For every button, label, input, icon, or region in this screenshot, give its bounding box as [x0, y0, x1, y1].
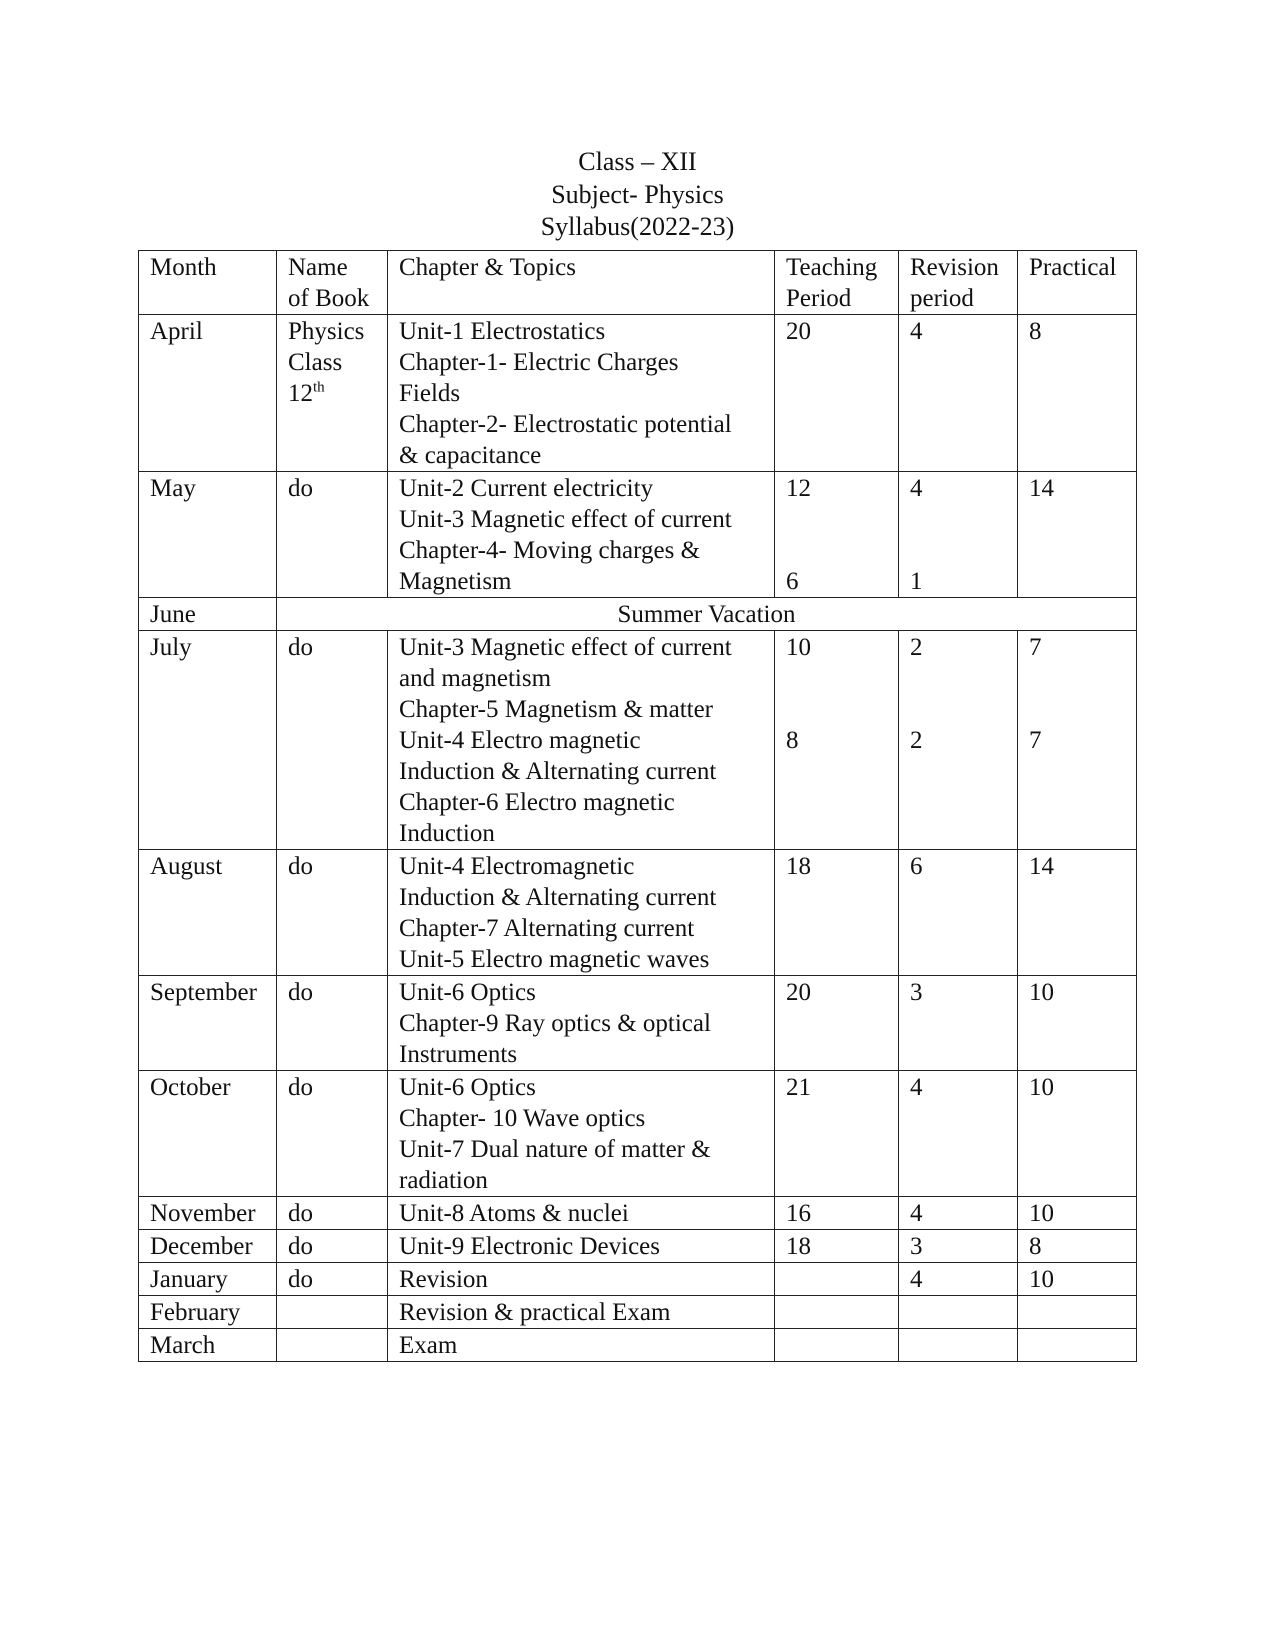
month-cell: October — [139, 1071, 277, 1197]
header-name-of-book — [277, 251, 388, 315]
cell-line: Unit-5 Electro magnetic waves — [399, 946, 710, 973]
subject-title: Subject- Physics — [551, 179, 724, 209]
topics-cell — [388, 1071, 775, 1197]
book-cell: do — [277, 1197, 388, 1230]
syllabus-table — [138, 250, 1137, 1362]
cell-line: Unit-3 Magnetic effect of current — [399, 634, 732, 661]
cell-line: 21 — [786, 1074, 811, 1101]
cell-line: Chapter-9 Ray optics & optical — [399, 1010, 711, 1037]
revision-cell — [899, 631, 1018, 850]
table-row — [139, 1263, 1137, 1296]
header-practical — [1018, 251, 1137, 315]
cell-line: Exam — [399, 1332, 458, 1359]
cell-line: Chapter-4- Moving charges & — [399, 537, 701, 564]
cell-line: 4 — [910, 1200, 923, 1227]
cell-line: 4 — [910, 1266, 923, 1293]
cell-line: 18 — [786, 1233, 811, 1260]
cell-line: Unit-6 Optics — [399, 1074, 536, 1101]
cell-line: Unit-6 Optics — [399, 979, 536, 1006]
table-row — [139, 850, 1137, 976]
cell-line: Instruments — [399, 1041, 518, 1068]
cell-line: 4 — [910, 1074, 923, 1101]
topics-cell — [388, 472, 775, 598]
cell-line: Unit-3 Magnetic effect of current — [399, 506, 732, 533]
month-cell: May — [139, 472, 277, 598]
cell-line: period — [910, 285, 974, 312]
cell-line: Unit-4 Electromagnetic — [399, 853, 635, 880]
topics-cell — [388, 850, 775, 976]
table-row — [139, 472, 1137, 598]
syllabus-title: Syllabus(2022-23) — [540, 212, 735, 241]
cell-line — [910, 504, 1012, 535]
cell-line: 10 — [786, 634, 811, 661]
topics-cell — [388, 631, 775, 850]
cell-line: Unit-8 Atoms & nuclei — [399, 1200, 629, 1227]
revision-cell — [899, 850, 1018, 976]
cell-line: 20 — [786, 979, 811, 1006]
revision-cell — [899, 1197, 1018, 1230]
book-cell: do — [277, 850, 388, 976]
month-cell: December — [139, 1230, 277, 1263]
cell-line: and magnetism — [399, 665, 552, 692]
book-cell: do — [277, 1263, 388, 1296]
cell-line: Period — [786, 285, 852, 312]
cell-line: 3 — [910, 979, 923, 1006]
month-cell: April — [139, 315, 277, 472]
practical-cell — [1018, 472, 1137, 598]
month-cell: September — [139, 976, 277, 1071]
cell-line — [910, 694, 1012, 725]
table-row — [139, 631, 1137, 850]
practical-cell — [1018, 631, 1137, 850]
practical-cell — [1018, 850, 1137, 976]
revision-cell — [899, 1329, 1018, 1362]
cell-line: Unit-2 Current electricity — [399, 475, 654, 502]
teaching-cell — [775, 1071, 899, 1197]
teaching-cell — [775, 631, 899, 850]
cell-line: 10 — [1029, 1266, 1054, 1293]
practical-cell — [1018, 1329, 1137, 1362]
cell-line: 10 — [1029, 979, 1054, 1006]
month-cell: June — [139, 598, 277, 631]
month-cell: March — [139, 1329, 277, 1362]
cell-line: Induction — [399, 820, 495, 847]
table-row — [139, 976, 1137, 1071]
practical-cell — [1018, 1071, 1137, 1197]
practical-cell — [1018, 315, 1137, 472]
cell-line: Revision — [910, 254, 999, 281]
header-revision-period — [899, 251, 1018, 315]
cell-line: Induction & Alternating current — [399, 884, 717, 911]
practical-cell — [1018, 1230, 1137, 1263]
practical-cell — [1018, 1263, 1137, 1296]
revision-cell — [899, 472, 1018, 598]
month-cell: July — [139, 631, 277, 850]
cell-line: 6 — [910, 853, 923, 880]
cell-line: Revision — [399, 1266, 488, 1293]
header-month — [139, 251, 277, 315]
revision-cell — [899, 976, 1018, 1071]
month-cell: February — [139, 1296, 277, 1329]
revision-cell — [899, 315, 1018, 472]
book-cell: do — [277, 1071, 388, 1197]
cell-line — [786, 504, 893, 535]
cell-line: 10 — [1029, 1074, 1054, 1101]
table-row — [139, 1071, 1137, 1197]
revision-cell — [899, 1071, 1018, 1197]
cell-line: 2 — [910, 727, 923, 754]
cell-line: Practical — [1029, 254, 1117, 281]
book-cell: do — [277, 631, 388, 850]
cell-line: Month — [150, 254, 217, 281]
cell-line: Chapter-7 Alternating current — [399, 915, 695, 942]
table-row — [139, 598, 1137, 631]
class-number-suffix: th — [313, 379, 325, 396]
topics-cell — [388, 1329, 775, 1362]
table-row — [139, 1197, 1137, 1230]
cell-line: 16 — [786, 1200, 811, 1227]
cell-line: 4 — [910, 318, 923, 345]
header-teaching-period — [775, 251, 899, 315]
cell-line: 20 — [786, 318, 811, 345]
cell-line — [786, 694, 893, 725]
table-header-row — [139, 251, 1137, 315]
topics-cell — [388, 1263, 775, 1296]
practical-cell — [1018, 1197, 1137, 1230]
book-cell: do — [277, 472, 388, 598]
cell-line: Chapter- 10 Wave optics — [399, 1105, 646, 1132]
cell-line: 14 — [1029, 475, 1054, 502]
revision-cell — [899, 1296, 1018, 1329]
cell-line — [910, 663, 1012, 694]
cell-line: 18 — [786, 853, 811, 880]
cell-line: Chapter & Topics — [399, 254, 576, 281]
teaching-cell — [775, 1329, 899, 1362]
cell-line: 4 — [910, 475, 923, 502]
teaching-cell — [775, 315, 899, 472]
practical-cell — [1018, 1296, 1137, 1329]
cell-line: of Book — [288, 285, 370, 312]
summer-vacation-cell: Summer Vacation — [277, 598, 1137, 631]
cell-line: Name — [288, 254, 348, 281]
cell-line: 3 — [910, 1233, 923, 1260]
teaching-cell — [775, 976, 899, 1071]
cell-line: 12 — [786, 475, 811, 502]
cell-line: Revision & practical Exam — [399, 1299, 671, 1326]
cell-line: Induction & Alternating current — [399, 758, 717, 785]
topics-cell — [388, 1197, 775, 1230]
cell-line: & capacitance — [399, 442, 542, 469]
book-cell — [277, 315, 388, 472]
book-cell: do — [277, 1230, 388, 1263]
topics-cell — [388, 315, 775, 472]
cell-line: 10 — [1029, 1200, 1054, 1227]
table-row — [139, 1230, 1137, 1263]
class-title: Class – XII — [578, 147, 697, 176]
cell-line: Chapter-5 Magnetism & matter — [399, 696, 714, 723]
cell-line: Chapter-2- Electrostatic potential — [399, 411, 732, 438]
cell-line: Teaching — [786, 254, 878, 281]
topics-cell — [388, 1296, 775, 1329]
teaching-cell — [775, 1230, 899, 1263]
teaching-cell — [775, 1296, 899, 1329]
cell-line: Magnetism — [399, 568, 512, 595]
teaching-cell — [775, 1263, 899, 1296]
teaching-cell — [775, 850, 899, 976]
book-name-line: Class — [288, 349, 343, 376]
cell-line — [910, 535, 1012, 566]
cell-line: Fields — [399, 380, 461, 407]
book-name-line: Physics — [288, 318, 365, 345]
book-cell — [277, 1296, 388, 1329]
topics-cell — [388, 1230, 775, 1263]
cell-line — [1029, 694, 1131, 725]
practical-cell — [1018, 976, 1137, 1071]
cell-line: 14 — [1029, 853, 1054, 880]
teaching-cell — [775, 472, 899, 598]
header-chapter-topics — [388, 251, 775, 315]
cell-line: 2 — [910, 634, 923, 661]
cell-line: 1 — [910, 568, 923, 595]
cell-line — [1029, 663, 1131, 694]
teaching-cell — [775, 1197, 899, 1230]
cell-line: Chapter-6 Electro magnetic — [399, 789, 675, 816]
revision-cell — [899, 1230, 1018, 1263]
class-number: 12 — [288, 380, 313, 407]
month-cell: November — [139, 1197, 277, 1230]
month-cell: January — [139, 1263, 277, 1296]
cell-line: Unit-7 Dual nature of matter & — [399, 1136, 711, 1163]
cell-line: 7 — [1029, 727, 1042, 754]
cell-line — [786, 663, 893, 694]
cell-line: radiation — [399, 1167, 488, 1194]
topics-cell — [388, 976, 775, 1071]
table-row — [139, 1329, 1137, 1362]
cell-line — [786, 535, 893, 566]
cell-line: Unit-9 Electronic Devices — [399, 1233, 661, 1260]
table-row — [139, 315, 1137, 472]
cell-line: 8 — [786, 727, 799, 754]
cell-line: Unit-1 Electrostatics — [399, 318, 606, 345]
cell-line: 7 — [1029, 634, 1042, 661]
cell-line: Chapter-1- Electric Charges — [399, 349, 679, 376]
revision-cell — [899, 1263, 1018, 1296]
cell-line: 6 — [786, 568, 799, 595]
book-class-number — [288, 378, 382, 409]
cell-line: Unit-4 Electro magnetic — [399, 727, 641, 754]
book-cell — [277, 1329, 388, 1362]
document-title-block — [0, 146, 1275, 244]
month-cell: August — [139, 850, 277, 976]
cell-line: 8 — [1029, 1233, 1042, 1260]
cell-line: 8 — [1029, 318, 1042, 345]
table-row — [139, 1296, 1137, 1329]
book-cell: do — [277, 976, 388, 1071]
